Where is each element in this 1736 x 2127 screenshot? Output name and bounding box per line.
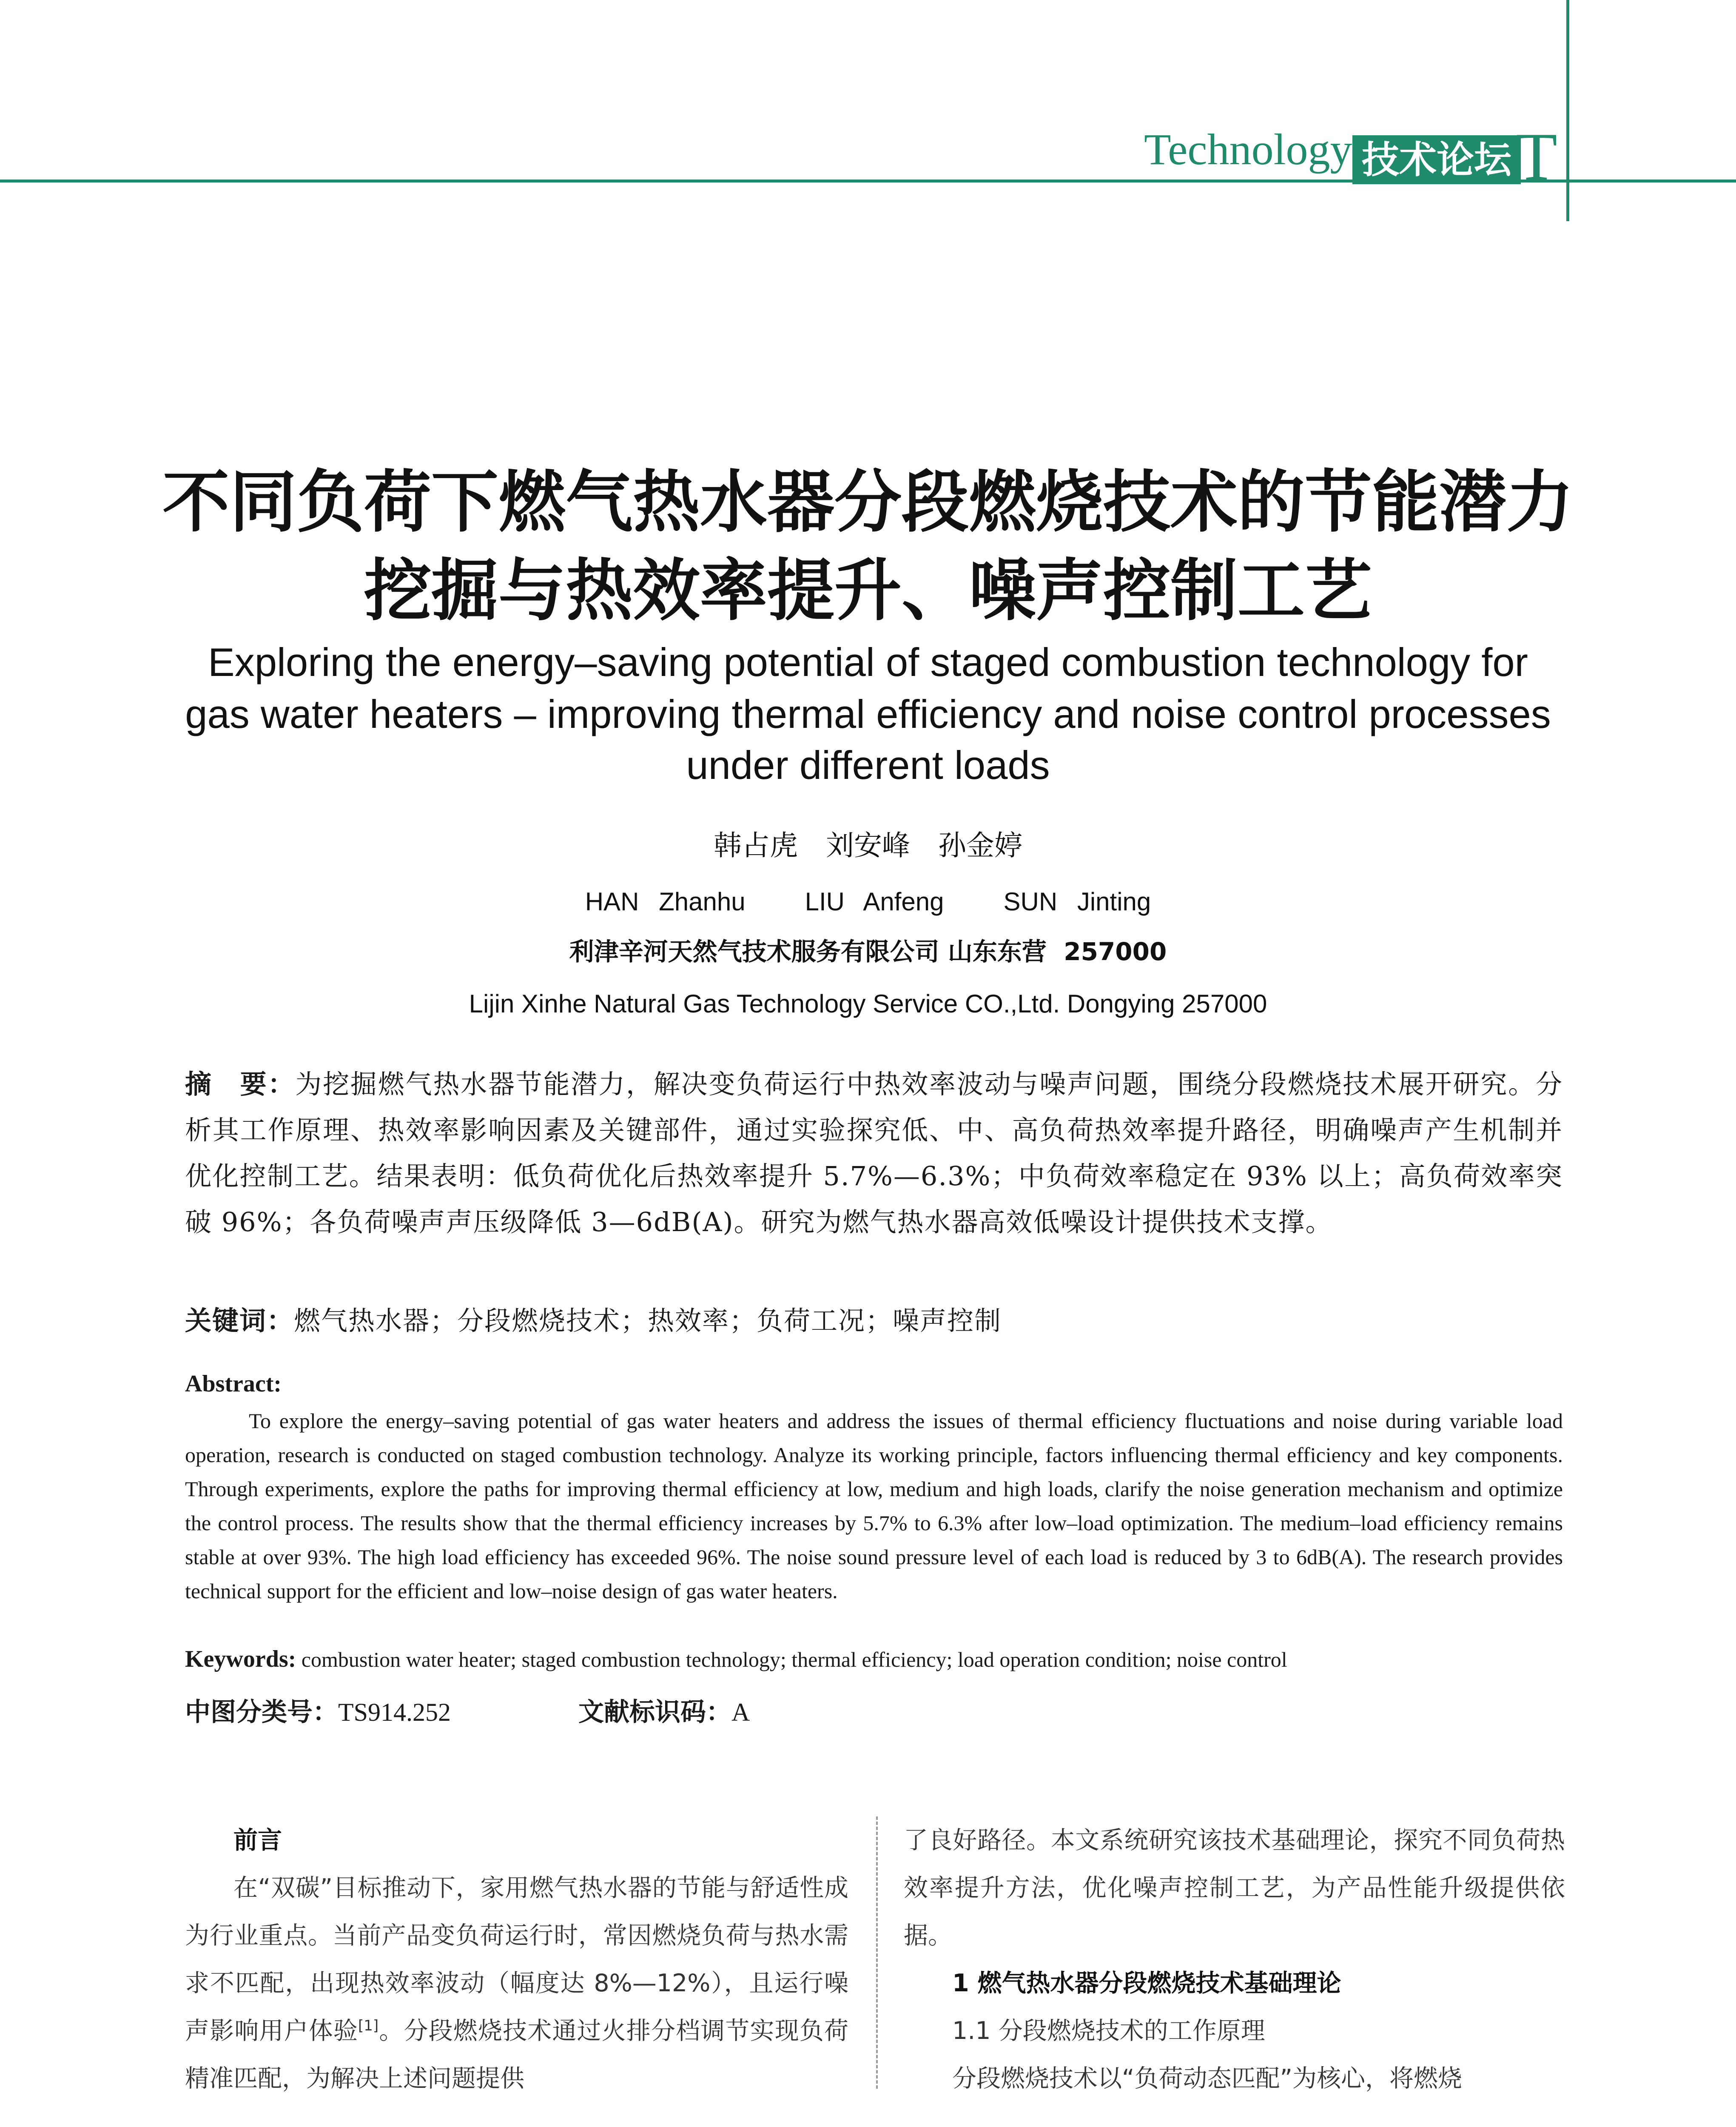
affiliation-cn: 利津辛河天然气技术服务有限公司 山东东营 257000 [569,937,1167,966]
keywords-en-text: combustion water heater; staged combustion technology; thermal efficiency; load operation condition; noise control [301,1648,1287,1671]
section-letter: T [1516,119,1557,194]
abstract-en-label: Abstract: [185,1371,282,1397]
section1-heading: 1 燃气热水器分段燃烧技术基础理论 [952,1969,1341,1997]
title-en-line3: under different loads [686,743,1050,787]
section1-1-heading: 1.1 分段燃烧技术的工作原理 [952,2017,1265,2045]
keywords-cn-text: 燃气热水器；分段燃烧技术；热效率；负荷工况；噪声控制 [294,1305,1002,1336]
abstract-cn [185,1061,1563,1245]
keywords-en [185,1642,1571,1677]
title-en-line2: gas water heaters – improving thermal efficiency and noise control processes [185,692,1551,736]
keywords-cn-label: 关键词： [185,1305,294,1336]
clc-number [185,1699,451,1725]
keywords-cn [185,1302,1563,1340]
clc-value: TS914.252 [338,1698,451,1726]
doc-label: 文献标识码： [578,1697,731,1727]
preface-heading: 前言 [233,1826,282,1854]
doc-value: A [731,1698,750,1726]
title-cn-line1: 不同负荷下燃气热水器分段燃烧技术的节能潜力 [162,463,1574,542]
abstract-en-text: To explore the energy–saving potential of gas water heaters and address the issues of thermal efficiency fluctuations and noise during variable load operation, research is conducted on staged combustion technology. Analyze its working principle, factors influencing thermal efficiency and key components. Through experiments, explore the paths for improving thermal efficiency at low, medium and high loads, clarify the noise generation mechanism and optimize the control process. The results show that the thermal efficiency increases by 5.7% to 6.3% after low–load optimization. The medium–load efficiency remains stable at over 93%. The high load efficiency has exceeded 96%. The noise sound pressure level of each load is reduced by 3 to 6dB(A). The research provides technical support for the efficient and low–noise design of gas water heaters. [185,1409,1563,1603]
section1-1-paragraph: 分段燃烧技术以“负荷动态匹配”为核心，将燃烧 [952,2064,1463,2093]
header-vertical-rule [1566,0,1569,221]
affiliation-en: Lijin Xinhe Natural Gas Technology Service CO.,Ltd. Dongying 257000 [469,989,1267,1018]
abstract-cn-label: 摘 要： [185,1069,296,1100]
authors-en: HAN Zhanhu LIU Anfeng SUN Jinting [585,887,1151,916]
keywords-en-label: Keywords: [185,1646,296,1672]
preface-paragraph [185,1864,848,2102]
preface-text: 在“双碳”目标推动下，家用燃气热水器的节能与舒适性成为行业重点。当前产品变负荷运行时，常因燃烧负荷与热水需求不匹配，出现热效率波动（幅度达 8%—12%），且运行噪声影响用户体验 [185,1874,848,2045]
section-name-cn: 技术论坛 [1352,135,1521,184]
preface-text-cont: 。分段燃烧技术通过火排分档调节实现负荷精准匹配，为解决上述问题提供 [185,2017,848,2093]
section-name-en: Technology [1144,125,1352,174]
document-code [578,1699,750,1725]
title-en-line1: Exploring the energy–saving potential of staged combustion technology for [208,640,1528,684]
column-divider [876,1816,878,2089]
right-paragraph: 了良好路径。本文系统研究该技术基础理论，探究不同负荷热效率提升方法，优化噪声控制工艺，为产品性能升级提供依据。 [904,1826,1565,1950]
body-right-column [904,1816,1565,2102]
reference-mark: [1] [358,2017,379,2034]
abstract-cn-text: 为挖掘燃气热水器节能潜力，解决变负荷运行中热效率波动与噪声问题，围绕分段燃烧技术展开研究。分析其工作原理、热效率影响因素及关键部件，通过实验探究低、中、高负荷热效率提升路径，明确噪声产生机制并优化控制工艺。结果表明：低负荷优化后热效率提升 5.7%—6.3%；中负荷效率稳定在 93% 以上；高负荷效率突破 96%；各负荷噪声声压级降低 3—6dB(A)。研究为燃气热水器高效低噪设计提供技术支撑。 [185,1069,1563,1237]
clc-label: 中图分类号： [185,1697,338,1727]
title-cn-line2: 挖掘与热效率提升、噪声控制工艺 [364,552,1372,630]
body-left-column [185,1816,848,2102]
authors-cn: 韩占虎 刘安峰 孙金婷 [714,829,1022,862]
